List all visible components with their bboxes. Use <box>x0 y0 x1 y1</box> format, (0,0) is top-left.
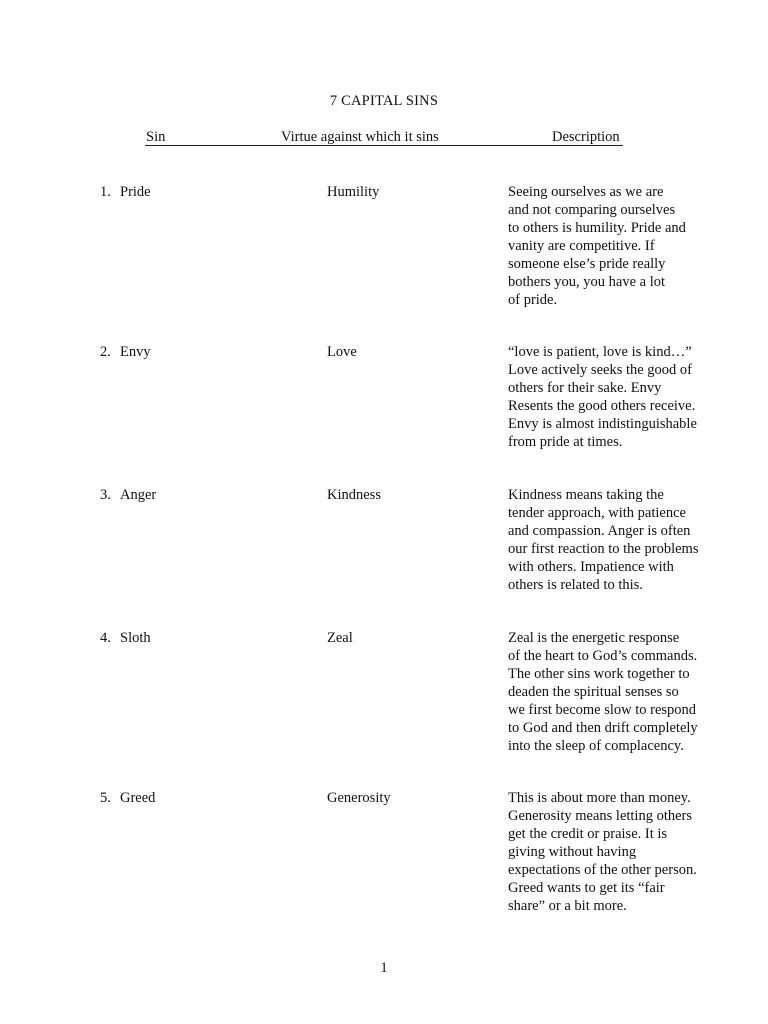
description-line: deaden the spiritual senses so <box>508 684 679 700</box>
description-line: others for their sake. Envy <box>508 380 662 396</box>
virtue-name: Kindness <box>327 487 381 503</box>
description-line: and not comparing ourselves <box>508 202 676 218</box>
description-line: vanity are competitive. If <box>508 238 655 254</box>
row-number: 5. <box>100 790 111 806</box>
sin-name: Pride <box>120 184 151 200</box>
sin-name: Anger <box>120 487 157 503</box>
sin-name: Sloth <box>120 630 151 646</box>
description-line: Seeing ourselves as we are <box>508 184 664 200</box>
virtue-name: Zeal <box>327 630 353 646</box>
description-line: into the sleep of complacency. <box>508 738 684 754</box>
description-line: Greed wants to get its “fair <box>508 880 665 896</box>
row-number: 3. <box>100 487 111 503</box>
virtue-name: Generosity <box>327 790 391 806</box>
description-line: and compassion. Anger is often <box>508 523 691 539</box>
sin-name: Envy <box>120 344 151 360</box>
description-line: Zeal is the energetic response <box>508 630 680 646</box>
document-title: 7 CAPITAL SINS <box>329 93 439 109</box>
description <box>508 343 728 451</box>
description-line: This is about more than money. <box>508 790 691 806</box>
description <box>508 789 728 915</box>
description-line: giving without having <box>508 844 637 860</box>
description-line: of the heart to God’s commands. <box>508 648 698 664</box>
description-line: bothers you, you have a lot <box>508 274 666 290</box>
column-header-virtue: Virtue against which it sins <box>281 129 439 145</box>
row-number: 4. <box>100 630 111 646</box>
description-line: tender approach, with patience <box>508 505 686 521</box>
description-line: of pride. <box>508 292 558 308</box>
description-line: others is related to this. <box>508 577 643 593</box>
row-number: 2. <box>100 344 111 360</box>
description-line: The other sins work together to <box>508 666 690 682</box>
description <box>508 183 728 309</box>
description-line: to God and then drift completely <box>508 720 698 736</box>
description-line: Kindness means taking the <box>508 487 664 503</box>
page-number: 1 <box>380 960 388 976</box>
sin-name: Greed <box>120 790 156 806</box>
description-line: get the credit or praise. It is <box>508 826 668 842</box>
description-line: with others. Impatience with <box>508 559 674 575</box>
description-line: Envy is almost indistinguishable <box>508 416 697 432</box>
virtue-name: Love <box>327 344 357 360</box>
description <box>508 486 728 594</box>
description-line: expectations of the other person. <box>508 862 697 878</box>
column-header-sin: Sin <box>146 129 166 145</box>
description-line: someone else’s pride really <box>508 256 666 272</box>
description <box>508 629 728 755</box>
description-line: share” or a bit more. <box>508 898 627 914</box>
description-line: “love is patient, love is kind…” <box>508 344 692 360</box>
header-underline <box>145 145 623 146</box>
description-line: from pride at times. <box>508 434 623 450</box>
description-line: Resents the good others receive. <box>508 398 696 414</box>
column-header-description: Description <box>552 129 620 145</box>
description-line: to others is humility. Pride and <box>508 220 686 236</box>
description-line: Generosity means letting others <box>508 808 693 824</box>
row-number: 1. <box>100 184 111 200</box>
description-line: we first become slow to respond <box>508 702 697 718</box>
virtue-name: Humility <box>327 184 380 200</box>
description-line: Love actively seeks the good of <box>508 362 693 378</box>
description-line: our first reaction to the problems <box>508 541 699 557</box>
